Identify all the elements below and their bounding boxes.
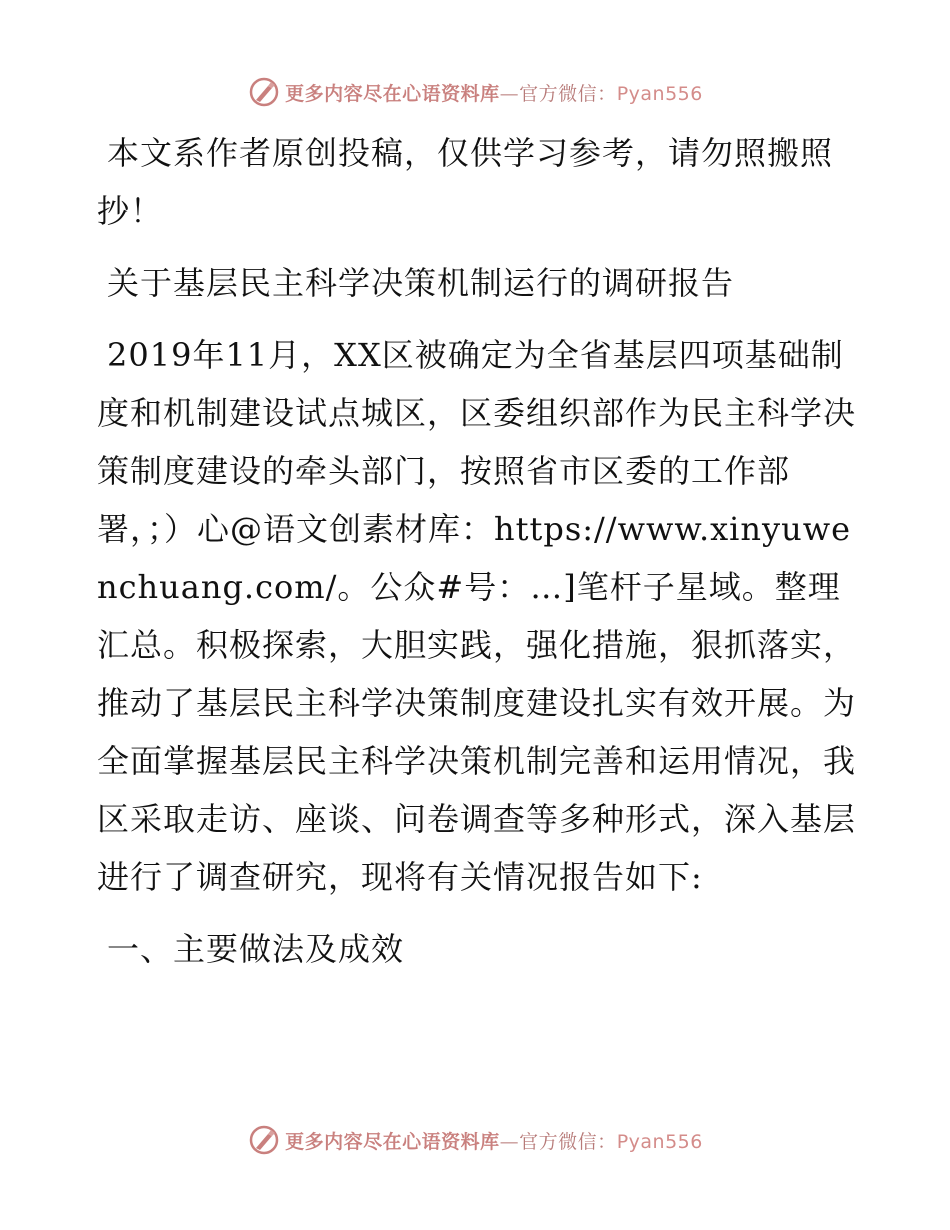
pen-logo-icon [247,1123,281,1157]
watermark-main-text: 更多内容尽在心语资料库 [285,1130,500,1153]
watermark-wechat-label: 官方微信： [519,1130,617,1153]
watermark-text [285,79,703,106]
watermark-text [285,1127,703,1154]
document-content [97,124,857,978]
footer-watermark [0,1120,950,1160]
watermark-wechat-id: Pyan556 [616,82,703,105]
body-paragraph: 2019年11月，XX区被确定为全省基层四项基础制度和机制建设试点城区，区委组织部作为民主科学决策制度建设的牵头部门，按照省市区委的工作部署，；）心@语文创素材库：https://www.xinyuwenchuang.com/。公众#号：…]笔杆子星域。整理汇总。积极探索，大胆实践，强化措施，狠抓落实，推动了基层民主科学决策制度建设扎实有效开展。为全面掌握基层民主科学决策机制完善和运用情况，我区采取走访、座谈、问卷调查等多种形式，深入基层进行了调查研究，现将有关情况报告如下: [97,336,857,896]
watermark-dash: — [499,1130,520,1153]
section-heading: 一、主要做法及成效 [107,930,405,968]
copyright-notice: 本文系作者原创投稿，仅供学习参考，请勿照搬照抄！ [97,134,834,230]
watermark-wechat-label: 官方微信： [519,82,617,105]
document-title: 关于基层民主科学决策机制运行的调研报告 [107,264,735,302]
pen-logo-icon [247,75,281,109]
watermark-dash: — [499,82,520,105]
watermark-main-text: 更多内容尽在心语资料库 [285,82,500,105]
header-watermark [0,72,950,112]
watermark-wechat-id: Pyan556 [616,1130,703,1153]
